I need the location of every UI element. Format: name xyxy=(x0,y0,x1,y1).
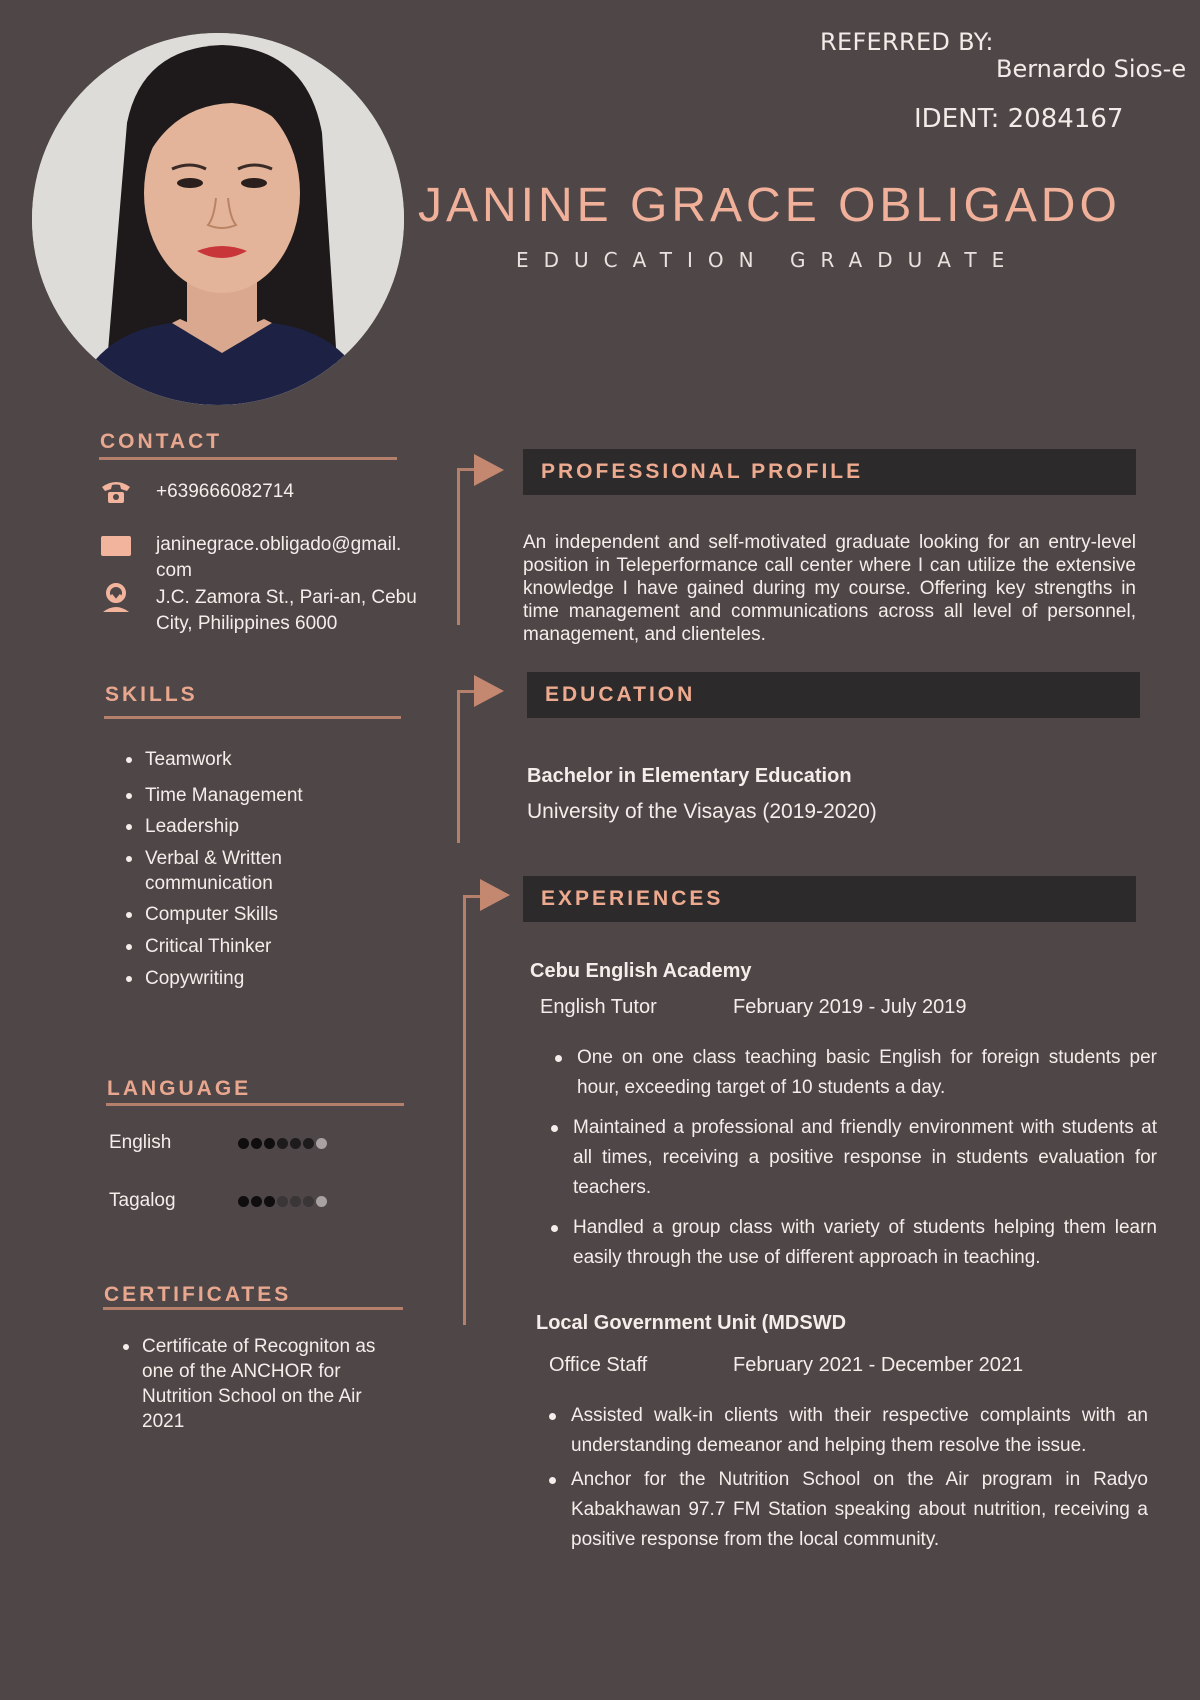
education-heading: EDUCATION xyxy=(545,683,696,706)
candidate-title: EDUCATION GRADUATE xyxy=(516,248,1020,272)
level-dot-filled xyxy=(290,1138,301,1149)
profile-photo xyxy=(32,33,404,405)
profile-heading: PROFESSIONAL PROFILE xyxy=(541,460,864,483)
level-dot-filled xyxy=(238,1196,249,1207)
level-dot-empty xyxy=(316,1138,327,1149)
phone-icon xyxy=(100,478,132,506)
contact-heading: CONTACT xyxy=(100,430,223,453)
education-arrow-icon xyxy=(474,675,504,707)
job-bullets xyxy=(545,1401,1148,1565)
education-school: University of the Visayas (2019-2020) xyxy=(527,800,877,823)
job-role: Office Staff xyxy=(549,1354,648,1376)
certificate-item: Certificate of Recogniton as one of the ANCHOR for Nutrition School on the Air 2021 xyxy=(119,1334,399,1434)
level-dot-filled xyxy=(277,1138,288,1149)
job-bullet: Maintained a professional and friendly environment with students at all times, receiving a positive response in students evaluation for teachers. xyxy=(547,1113,1157,1203)
certificates-heading: CERTIFICATES xyxy=(104,1283,292,1306)
level-dot-filled xyxy=(238,1138,249,1149)
education-degree: Bachelor in Elementary Education xyxy=(527,765,852,787)
language-heading: LANGUAGE xyxy=(107,1077,252,1100)
language-rule xyxy=(106,1103,404,1106)
contact-phone[interactable]: +639666082714 xyxy=(156,481,294,502)
skill-item: Computer Skills xyxy=(122,902,392,927)
level-dot-filled xyxy=(303,1138,314,1149)
level-dot-empty xyxy=(316,1196,327,1207)
referrer-name: Bernardo Sios-e xyxy=(996,55,1187,83)
language-name: English xyxy=(109,1132,172,1153)
skills-rule xyxy=(104,716,401,719)
certificates-list xyxy=(119,1334,399,1434)
address-line-1: J.C. Zamora St., Pari-an, Cebu xyxy=(156,587,417,608)
skills-list xyxy=(122,747,392,991)
skill-item: Teamwork xyxy=(122,747,392,772)
contact-rule xyxy=(99,457,397,460)
experiences-heading: EXPERIENCES xyxy=(541,887,724,910)
skills-heading: SKILLS xyxy=(105,683,198,706)
email-icon xyxy=(100,532,132,560)
job-company: Local Government Unit (MDSWD xyxy=(536,1312,847,1334)
level-dot-filled xyxy=(264,1138,275,1149)
language-level-english xyxy=(238,1138,327,1149)
email-line-1: janinegrace.obligado@gmail. xyxy=(156,534,402,555)
education-heading-band xyxy=(527,672,1140,718)
experiences-heading-band xyxy=(523,876,1136,922)
experiences-connector-line xyxy=(463,895,466,1325)
job-bullet: Assisted walk-in clients with their respective complaints with an understanding demeanor and helping them resolve the issue. xyxy=(545,1401,1148,1461)
referred-by-label: REFERRED BY: xyxy=(820,28,994,56)
level-dot-empty xyxy=(303,1196,314,1207)
skill-item: Leadership xyxy=(122,814,392,839)
certificates-rule xyxy=(103,1307,403,1310)
level-dot-filled xyxy=(264,1196,275,1207)
contact-email[interactable] xyxy=(156,532,401,584)
profile-text: An independent and self-motivated graduate looking for an entry-level position in Teleperformance call center where I can utilize the extensive knowledge I have gained during my course. Offering key strengths in time management and communications across all level of personnel, management, and clienteles. xyxy=(523,532,1136,645)
profile-arrow-icon xyxy=(474,454,504,486)
skill-item: Time Management xyxy=(122,783,392,808)
email-line-2: com xyxy=(156,560,192,581)
skill-item: Critical Thinker xyxy=(122,934,392,959)
job-bullet: Handled a group class with variety of students helping them learn easily through the use of different approach in teaching. xyxy=(547,1213,1157,1273)
job-role: English Tutor xyxy=(540,996,657,1018)
experiences-arrow-icon xyxy=(480,879,510,911)
job-dates: February 2019 - July 2019 xyxy=(733,996,967,1018)
job-bullets xyxy=(551,1043,1157,1283)
level-dot-filled xyxy=(251,1138,262,1149)
job-dates: February 2021 - December 2021 xyxy=(733,1354,1024,1376)
candidate-name: JANINE GRACE OBLIGADO xyxy=(418,179,1121,232)
language-name: Tagalog xyxy=(109,1190,176,1211)
profile-connector-line xyxy=(457,468,460,625)
skill-item: Verbal & Written communication xyxy=(122,846,392,896)
job-bullet: Anchor for the Nutrition School on the Air program in Radyo Kabakhawan 97.7 FM Station speaking about nutrition, receiving a positive response from the local community. xyxy=(545,1465,1148,1555)
education-connector-line xyxy=(457,690,460,843)
language-level-tagalog xyxy=(238,1196,327,1207)
contact-address xyxy=(156,585,417,637)
address-line-2: City, Philippines 6000 xyxy=(156,613,338,634)
skill-item: Copywriting xyxy=(122,966,392,991)
level-dot-empty xyxy=(277,1196,288,1207)
ident-number: IDENT: 2084167 xyxy=(914,104,1124,134)
job-bullet: One on one class teaching basic English for foreign students per hour, exceeding target of 10 students a day. xyxy=(551,1043,1157,1103)
level-dot-filled xyxy=(251,1196,262,1207)
profile-heading-band xyxy=(523,449,1136,495)
location-icon xyxy=(100,584,132,612)
job-company: Cebu English Academy xyxy=(530,960,752,982)
portrait-image xyxy=(32,33,404,405)
level-dot-empty xyxy=(290,1196,301,1207)
